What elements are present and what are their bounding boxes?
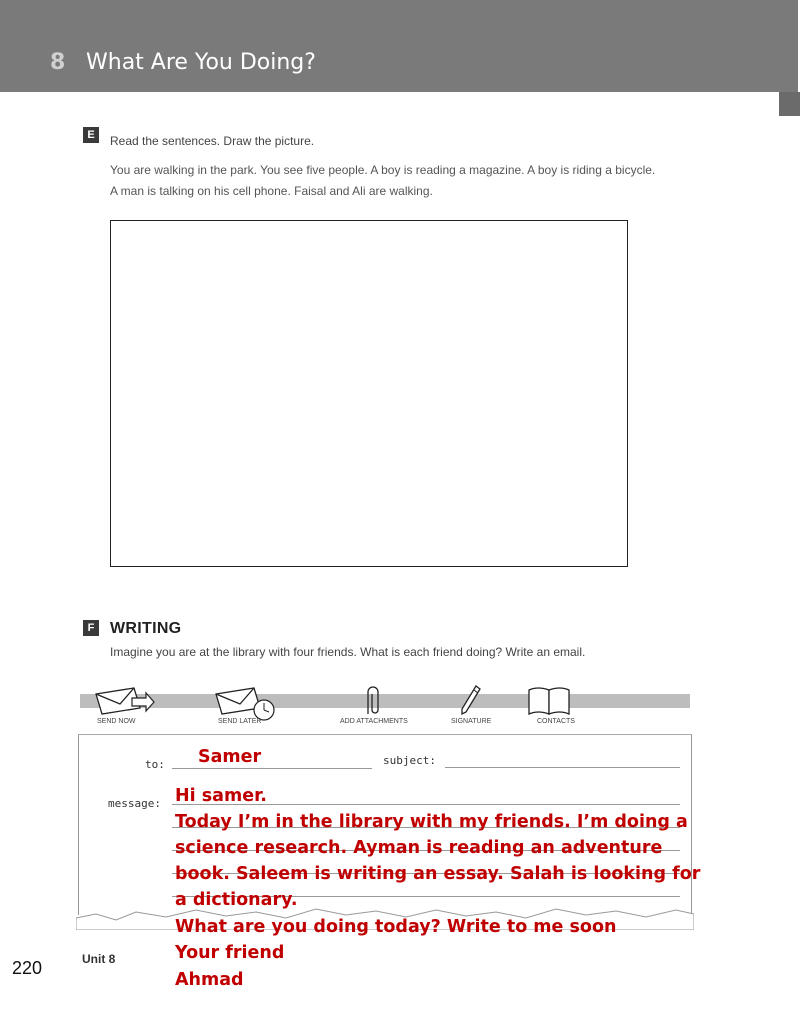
- page-title: What Are You Doing?: [86, 50, 316, 75]
- to-value[interactable]: Samer: [198, 747, 262, 767]
- contacts-label: CONTACTS: [537, 718, 575, 725]
- message-line: Your friend: [175, 943, 285, 963]
- message-line: Ahmad: [175, 970, 244, 990]
- section-e-line-1: You are walking in the park. You see five people. A boy is reading a magazine. A boy is riding a bicycle.: [110, 163, 656, 177]
- send-later-label: SEND LATER: [218, 718, 262, 725]
- message-line: Today I’m in the library with my friends. I’m doing a: [175, 812, 688, 832]
- envelope-arrow-icon: [92, 684, 156, 716]
- pen-icon: [456, 684, 484, 718]
- open-book-icon: [526, 684, 572, 716]
- envelope-clock-icon: [212, 684, 278, 722]
- send-now-label: SEND NOW: [97, 718, 136, 725]
- section-f-badge: F: [83, 620, 99, 636]
- writing-title: WRITING: [110, 620, 182, 637]
- add-attachments-label: ADD ATTACHMENTS: [340, 718, 408, 725]
- email-toolbar: [80, 694, 690, 708]
- message-line: a dictionary.: [175, 890, 298, 910]
- message-line: What are you doing today? Write to me soon: [175, 917, 617, 937]
- drawing-box[interactable]: [110, 220, 628, 567]
- subject-line: [445, 767, 680, 768]
- section-e-badge: E: [83, 127, 99, 143]
- send-now-button[interactable]: [92, 684, 156, 721]
- section-e-line-2: A man is talking on his cell phone. Faisal and Ali are walking.: [110, 184, 433, 198]
- page-number: 220: [12, 958, 43, 978]
- to-label: to:: [145, 758, 165, 771]
- message-line: science research. Ayman is reading an adventure: [175, 838, 663, 858]
- unit-number: 8: [50, 50, 66, 75]
- side-tab: [779, 92, 800, 116]
- message-line: book. Saleem is writing an essay. Salah is looking for: [175, 864, 701, 884]
- message-line: Hi samer.: [175, 786, 267, 806]
- header-band: [0, 0, 798, 92]
- to-line: [172, 768, 372, 769]
- paperclip-icon: [360, 684, 384, 718]
- section-e-instruction: Read the sentences. Draw the picture.: [110, 134, 315, 148]
- contacts-button[interactable]: [526, 684, 572, 721]
- signature-label: SIGNATURE: [451, 718, 492, 725]
- section-f-instruction: Imagine you are at the library with four friends. What is each friend doing? Write an email.: [110, 645, 586, 659]
- footer-unit: Unit 8: [82, 952, 116, 966]
- subject-label: subject:: [383, 754, 436, 767]
- message-label: message:: [108, 797, 161, 810]
